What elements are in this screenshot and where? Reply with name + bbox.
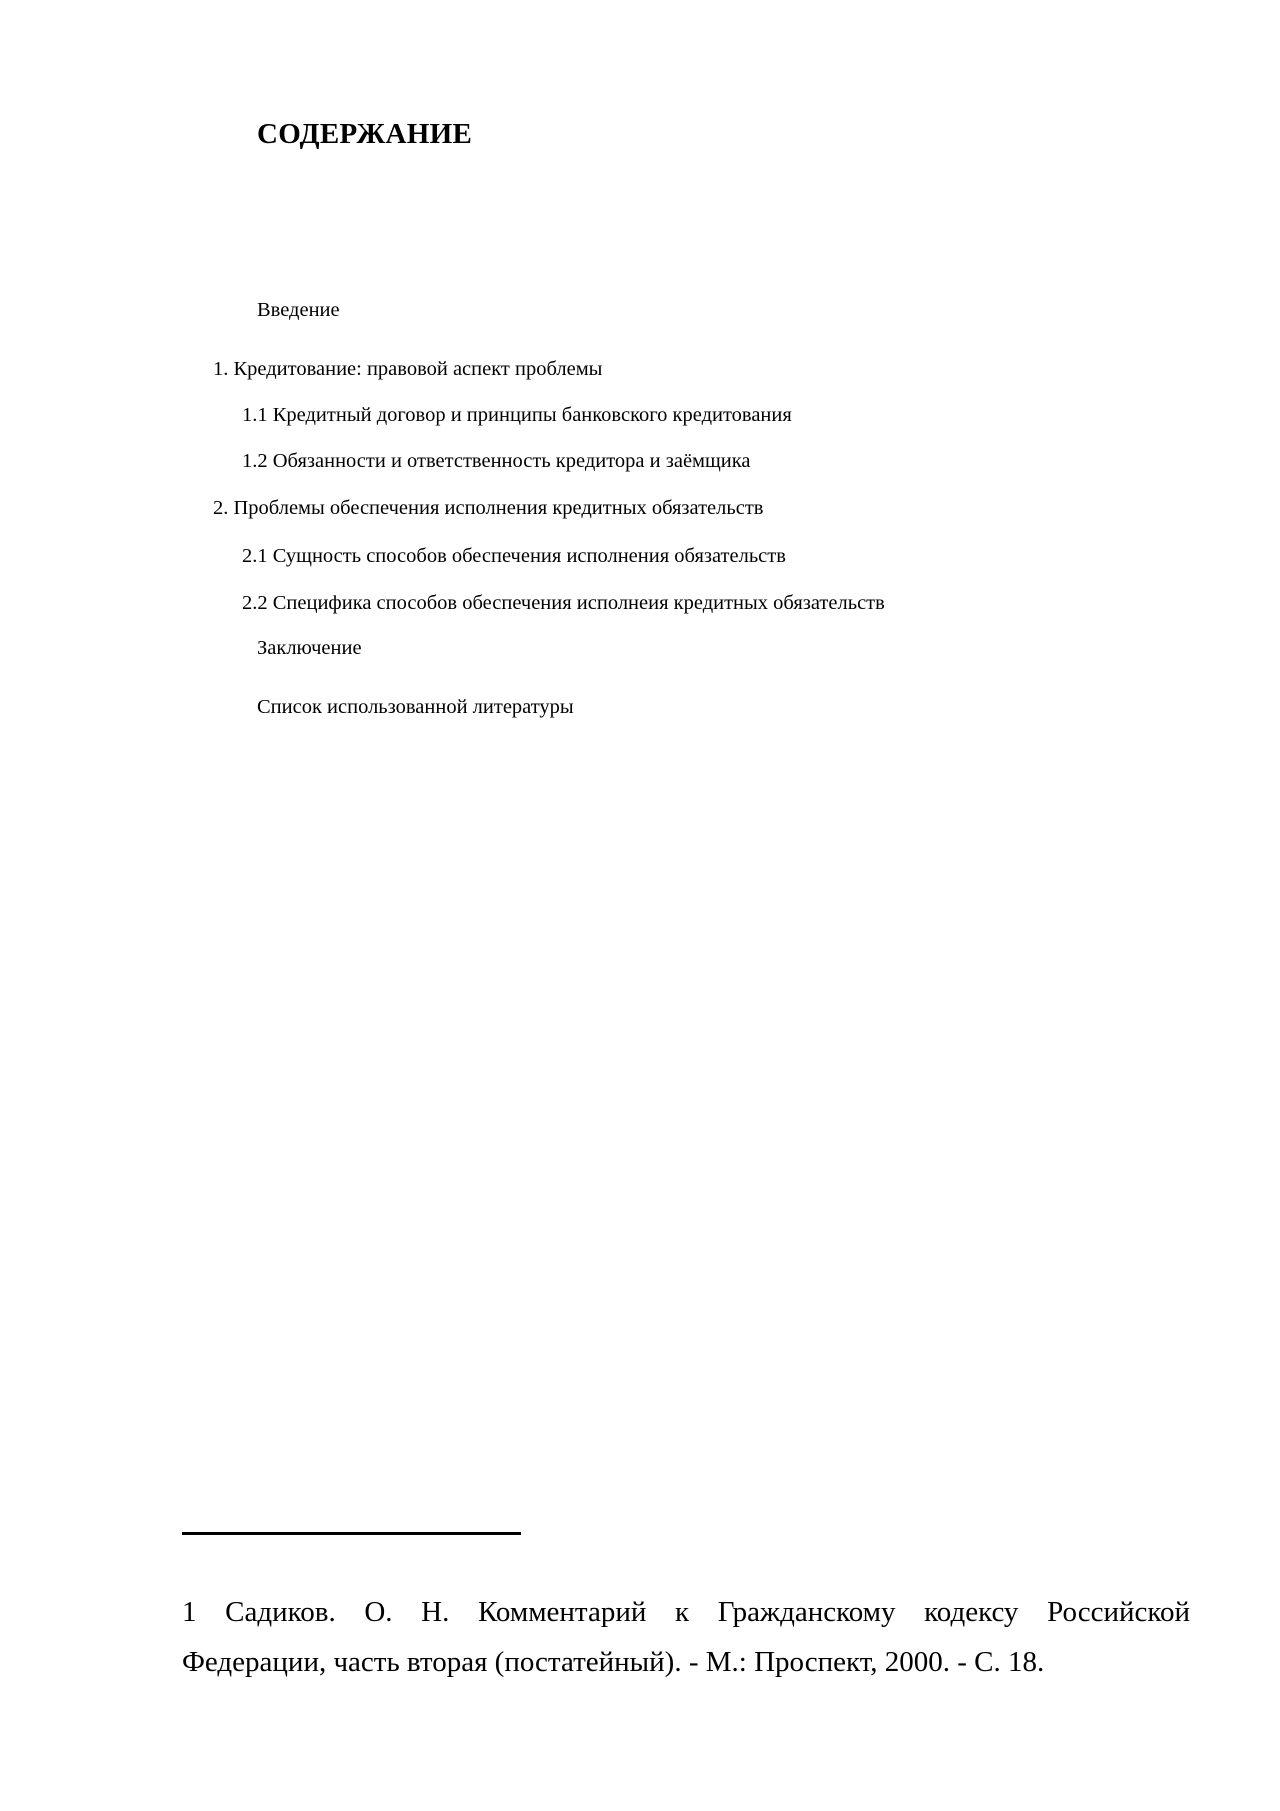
toc-item-section-1-2: 1.2 Обязанности и ответственность кредитора и заёмщика <box>242 450 751 472</box>
footnote-separator <box>182 1532 521 1535</box>
toc-item-chapter-1: 1. Кредитование: правовой аспект проблемы <box>213 358 603 380</box>
toc-item-bibliography: Список использованной литературы <box>257 696 574 718</box>
footnote-line-2: Федерации, часть вторая (постатейный). - М.: Проспект, 2000. - С. 18. <box>182 1646 1045 1678</box>
footnote-line-1: 1 Садиков. О. Н. Комментарий к Гражданскому кодексу Российской <box>182 1596 1190 1628</box>
toc-item-section-2-1: 2.1 Сущность способов обеспечения исполнения обязательств <box>242 545 786 567</box>
toc-item-section-1-1: 1.1 Кредитный договор и принципы банковского кредитования <box>242 404 792 426</box>
toc-item-conclusion: Заключение <box>257 637 362 659</box>
toc-item-introduction: Введение <box>257 299 340 321</box>
toc-item-chapter-2: 2. Проблемы обеспечения исполнения кредитных обязательств <box>213 497 764 519</box>
toc-item-section-2-2: 2.2 Специфика способов обеспечения исполнеия кредитных обязательств <box>242 592 885 614</box>
footnote <box>182 1587 1190 1687</box>
page-title: СОДЕРЖАНИЕ <box>257 118 473 150</box>
